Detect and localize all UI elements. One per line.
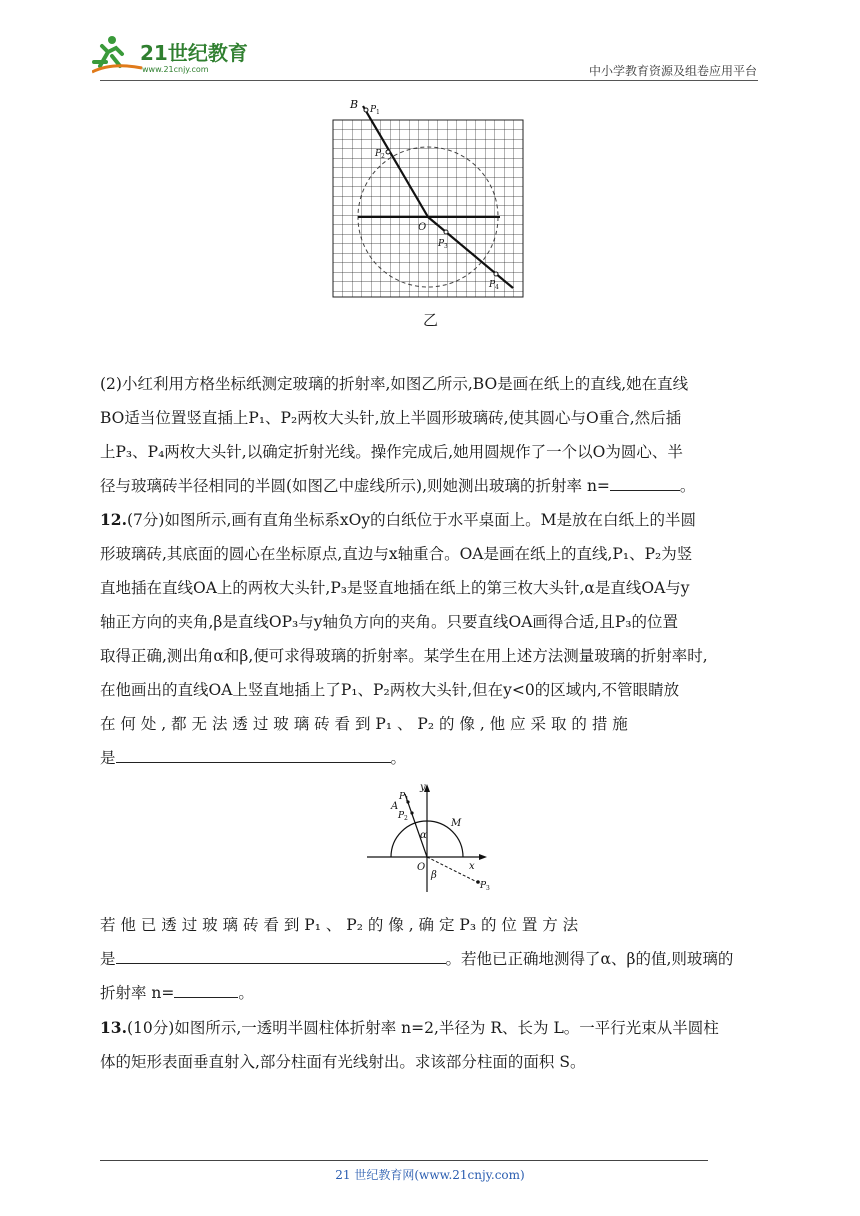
pin-p2 (410, 811, 413, 814)
q12-continued (100, 908, 760, 1010)
figure-yi (330, 98, 530, 303)
header-platform-text: 中小学教育资源及组卷应用平台 (588, 64, 757, 78)
label-A: A (391, 801, 399, 812)
q11-line: BO适当位置竖直插上P₁、P₂两枚大头针,放上半圆形玻璃砖,使其圆心与O重合,然后插 (100, 409, 682, 427)
label-P1-sub: 1 (376, 109, 380, 116)
label-P1: P (370, 105, 377, 115)
logo-text: 21世纪教育 (140, 41, 248, 65)
answer-blank-index[interactable] (174, 981, 238, 998)
q12-line: 轴正方向的夹角,β是直线OP₃与y轴负方向的夹角。只要直线OA画得合适,且P₃的位置 (100, 613, 678, 631)
header-divider (100, 80, 758, 81)
footer-link[interactable]: 21 世纪教育网(www.21cnjy.com) (335, 1168, 525, 1182)
q12-line-text: 如图所示,画有直角坐标系xOy的白纸位于水平桌面上。M是放在白纸上的半圆 (164, 511, 696, 529)
label-alpha: α (420, 830, 427, 841)
label-O: O (418, 222, 427, 233)
q11-part2 (100, 367, 760, 503)
q12-number: 12 (100, 510, 122, 529)
q11-line: 上P₃、P₄两枚大头针,以确定折射光线。操作完成后,她用圆规作了一个以O为圆心、半 (100, 443, 683, 461)
q12-score: (7分) (126, 511, 165, 529)
q11-line-text: 径与玻璃砖半径相同的半圆(如图乙中虚线所示),则她测出玻璃的折射率 n= (100, 477, 610, 495)
label-O: O (417, 862, 426, 873)
label-P2: P (375, 149, 382, 159)
pin-p1 (364, 108, 368, 112)
q13-line: 13.(10分)如图所示,一透明半圆柱体折射率 n=2,半径为 R、长为 L。一平行光束从半圆柱 (100, 1018, 719, 1037)
label-P2-sub: 2 (404, 815, 408, 822)
x-axis-arrow (479, 854, 487, 860)
label-x: x (469, 861, 475, 872)
label-P2-sub: 2 (381, 153, 385, 160)
answer-blank-n[interactable] (610, 474, 680, 491)
q12-line: 若 他 已 透 过 玻 璃 砖 看 到 P₁ 、 P₂ 的 像 , 确 定 P₃ 的 位 置 方 法 (100, 916, 579, 934)
answer-blank-p3-method[interactable] (116, 947, 446, 964)
footer-divider (100, 1160, 708, 1161)
q11-line: (2)小红利用方格坐标纸测定玻璃的折射率,如图乙所示,BO是画在纸上的直线,她在直线 (100, 375, 689, 393)
q11-line-end: 。 (679, 477, 696, 495)
q12-block (100, 503, 760, 775)
q13-line: 体的矩形表面垂直射入,部分柱面有光线射出。求该部分柱面的面积 S。 (100, 1053, 586, 1071)
label-P1: P (399, 792, 406, 802)
pin-p3 (444, 230, 448, 234)
q12-line: 是 。 (100, 741, 760, 775)
label-P3: P (480, 881, 487, 891)
q12-line: 是 。若他已正确地测得了α、β的值,则玻璃的 (100, 942, 760, 976)
q12-line: 在 何 处 , 都 无 法 透 过 玻 璃 砖 看 到 P₁ 、 P₂ 的 像 , 他 应 采 取 的 措 施 (100, 715, 628, 733)
q13-score: (10分) (126, 1019, 175, 1037)
label-beta: β (431, 870, 437, 881)
site-logo (92, 32, 262, 78)
q12-line: 直地插在直线OA上的两枚大头针,P₃是竖直地插在纸上的第三枚大头针,α是直线OA与y (100, 579, 690, 597)
label-P2: P (398, 811, 405, 821)
q12-line: 形玻璃砖,其底面的圆心在坐标原点,直边与x轴重合。OA是画在纸上的直线,P₁、P₂为竖 (100, 545, 693, 563)
label-P4-sub: 4 (495, 284, 499, 291)
q11-line (100, 469, 760, 503)
label-P3: P (438, 239, 445, 249)
label-y: y (420, 782, 426, 793)
q12-line: 12.(7分)如图所示,画有直角坐标系xOy的白纸位于水平桌面上。M是放在白纸上的半圆 (100, 510, 696, 529)
q12-line: 取得正确,测出角α和β,便可求得玻璃的折射率。某学生在用上述方法测量玻璃的折射率时, (100, 647, 708, 665)
label-B: B (350, 98, 359, 111)
q13-line-text: 如图所示,一透明半圆柱体折射率 n=2,半径为 R、长为 L。一平行光束从半圆柱 (174, 1019, 719, 1037)
label-P4: P (489, 280, 496, 290)
label-P3-sub: 3 (444, 243, 448, 250)
label-M: M (451, 818, 462, 829)
q12-line: 在他画出的直线OA上竖直地插上了P₁、P₂两枚大头针,但在y<0的区域内,不管眼睛放 (100, 681, 680, 699)
figure-xoy (365, 780, 495, 895)
label-P3-sub: 3 (486, 885, 490, 892)
q13-block (100, 1011, 760, 1079)
pin-p2 (386, 150, 390, 154)
label-P1-sub: 1 (405, 796, 409, 803)
runner-icon (92, 36, 142, 72)
logo-url: www.21cnjy.com (142, 65, 209, 74)
answer-blank-measure[interactable] (116, 746, 391, 763)
q13-number: 13 (100, 1018, 122, 1037)
q12-line: 折射率 n= 。 (100, 976, 760, 1010)
figure-yi-caption: 乙 (423, 311, 439, 329)
pin-p4 (494, 272, 498, 276)
